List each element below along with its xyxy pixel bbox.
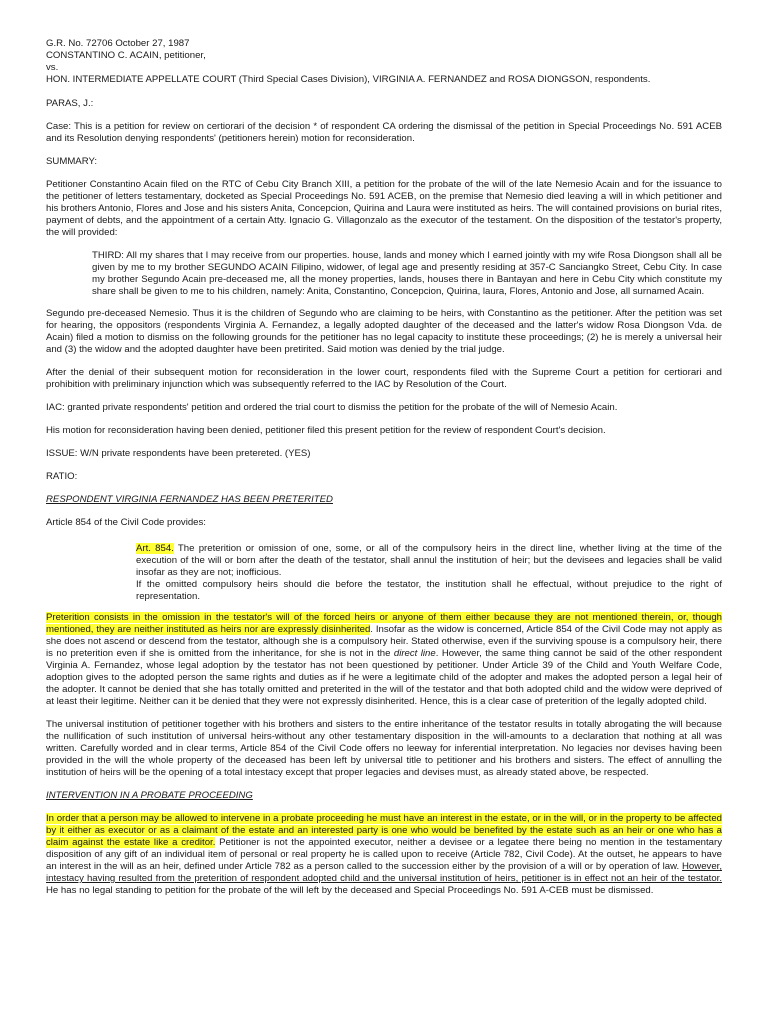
petitioner-line: CONSTANTINO C. ACAIN, petitioner, (46, 50, 206, 61)
article-intro: Article 854 of the Civil Code provides: (46, 517, 206, 528)
gr-number: G.R. No. 72706 October 27, 1987 (46, 38, 190, 49)
article-854-label: Art. 854. (136, 543, 174, 554)
universal-institution-paragraph: The universal institution of petitioner together with his brothers and sisters to the entire inheritance of the testator results in totally abrogating the will because the nullification of such institution of universal heirs-without any other testamentary disposition in the will-amounts to a declaration that nothing at all was written. Carefully worded and in clear terms, Article 854 of the Civil Code offers no leeway for inferential interpretation. No legacies nor devises having been provided in the will the whole property of the deceased has been left by universal title to petitioner and his brothers and sisters. The effect of annulling the institution of heirs will be the opening of a total intestacy except that proper legacies and devises must, as already stated above, be respected. (46, 719, 722, 778)
issue-paragraph: ISSUE: W/N private respondents have been pretereted. (YES) (46, 448, 311, 459)
ratio-label: RATIO: (46, 471, 78, 482)
intervention-paragraph (46, 813, 722, 897)
article-854-text-2: If the omitted compulsory heirs should die before the testator, the institution shall he effectual, without prejudice to the right of representation. (136, 579, 722, 602)
preterition-text-a: . Insofar as the widow is concerned, Article 854 of the Civil Code may not apply as she does not ascend or descend from the testator, although she is a compulsory heir. Stated otherwise, even if the surviving spouse is a compulsory heir, there is no preterition even if she is omitted from the inheritance, for she is not in the (46, 624, 722, 659)
intervention-highlight: In order that a person may be allowed to intervene in a probate proceeding he must have an interest in the estate, or in the will, or in the property to be affected by it either as executor or as a claimant of the estate and an interested party is one who would be benefited by the estate such as an heir or one who has a claim against the estate like a creditor. (46, 813, 722, 848)
will-quote: THIRD: All my shares that I may receive from our properties. house, lands and money which I earned jointly with my wife Rosa Diongson shall all be given by me to my brother SEGUNDO ACAIN Filipino, widower, of legal age and presently residing at 357-C Sanciangko Street, Cebu City. In case my brother Segundo Acain pre-deceased me, all the money properties, lands, houses there in Bantayan and here in Cebu City which constitute my share shall be given to me to his children, namely: Anita, Constantino, Concepcion, Quirina, laura, Flores, Antonio and Jose, all surnamed Acain. (92, 250, 722, 297)
preterition-text-b: . However, the same thing cannot be said of the other respondent Virginia A. Fernandez, whose legal adoption by the testator has not been questioned by petitioner. Under Article 39 of the Child and Youth Welfare Code, adoption gives to the adopted person the same rights and duties as if he were a legitimate child of the adopter and makes the adopted person a legal heir of the adopter. It cannot be denied that she has totally omitted and preterited in the will of the testator and that both adopted child and the widow were deprived of at least their legitime. Neither can it be denied that they were not expressly disinherited. Hence, this is a clear case of preterition of the legally adopted child. (46, 648, 722, 707)
summary-label: SUMMARY: (46, 156, 97, 167)
intervention-underlined: However, intestacy having resulted from the preterition of respondent adopted child and the universal institution of heirs, petitioner is in effect not an heir of the testator. (46, 861, 722, 884)
article-854-quote (136, 543, 722, 603)
preterition-highlight: Preterition consists in the omission in the testator's will of the forced heirs or anyone of them either because they are not mentioned therein, or, though mentioned, they are neither instituted as heirs nor are expressly disinherited (46, 612, 722, 635)
summary-paragraph-1: Petitioner Constantino Acain filed on the RTC of Cebu City Branch XIII, a petition for the probate of the will of the late Nemesio Acain and for the issuance to the petitioner of letters testamentary, docketed as Special Proceedings No. 591 ACEB, on the premise that Nemesio died leaving a will in which petitioner and his brothers Antonio, Flores and Jose and his sisters Anita, Concepcion, Quirina and Laura were instituted as heirs. The will contained provisions on burial rites, payment of debts, and the appointment of a certain Atty. Ignacio G. Villagonzalo as the executor of the testament. On the disposition of the testator's property, the will provided: (46, 179, 723, 238)
intervention-text: Petitioner is not the appointed executor, neither a devisee or a legatee there being no mention in the testamentary disposition of any gift of an individual item of personal or real property he is called upon to receive (Article 782, Civil Code). At the outset, he appears to have an interest in the will as an heir, defined under Article 782 as a person called to the succession either by the provision of a will or by operation of law. (46, 837, 722, 872)
heading-preterition: RESPONDENT VIRGINIA FERNANDEZ HAS BEEN PRETERITED (46, 494, 333, 505)
iac-paragraph: IAC: granted private respondents' petition and ordered the trial court to dismiss the petition for the probate of the will of Nemesio Acain. (46, 402, 618, 413)
summary-paragraph-3: After the denial of their subsequent motion for reconsideration in the lower court, respondents filed with the Supreme Court a petition for certiorari and prohibition with preliminary injunction which was subsequently referred to the IAC by Resolution of the Court. (46, 367, 722, 390)
summary-paragraph-2: Segundo pre-deceased Nemesio. Thus it is the children of Segundo who are claiming to be heirs, with Constantino as the petitioner. After the petition was set for hearing, the oppositors (respondents Virginia A. Fernandez, a legally adopted daughter of the deceased and the latter's widow Rosa Diongson Vda. de Acain) filed a motion to dismiss on the following grounds for the petitioner has no legal capacity to institute these proceedings; (2) he is merely a universal heir and (3) the widow and the adopted daughter have been pretirited. Said motion was denied by the trial judge. (46, 308, 722, 355)
heading-intervention: INTERVENTION IN A PROBATE PROCEEDING (46, 790, 253, 801)
intervention-end: He has no legal standing to petition for the probate of the will left by the deceased and Special Proceedings No. 591 A-CEB must be dismissed. (46, 885, 654, 896)
respondents-line: HON. INTERMEDIATE APPELLATE COURT (Third Special Cases Division), VIRGINIA A. FERNANDEZ and ROSA DIONGSON, respondents. (46, 74, 651, 85)
preterition-italic: direct line (393, 648, 436, 659)
case-paragraph: Case: This is a petition for review on certiorari of the decision * of respondent CA ordering the dismissal of the petition in Special Proceedings No. 591 ACEB and its Resolution denying respondents' (petitioners herein) motion for reconsideration. (46, 121, 722, 144)
vs-line: vs. (46, 62, 59, 73)
motion-paragraph: His motion for reconsideration having been denied, petitioner filed this present petition for the review of respondent Court's decision. (46, 425, 606, 436)
preterition-paragraph (46, 612, 722, 708)
ponente: PARAS, J.: (46, 98, 94, 109)
article-854-text: The preterition or omission of one, some, or all of the compulsory heirs in the direct line, whether living at the time of the execution of the will or born after the death of the testator, shall annul the institution of heir; but the devisees and legacies shall be valid insofar as they are not; inofficious. (136, 543, 722, 578)
